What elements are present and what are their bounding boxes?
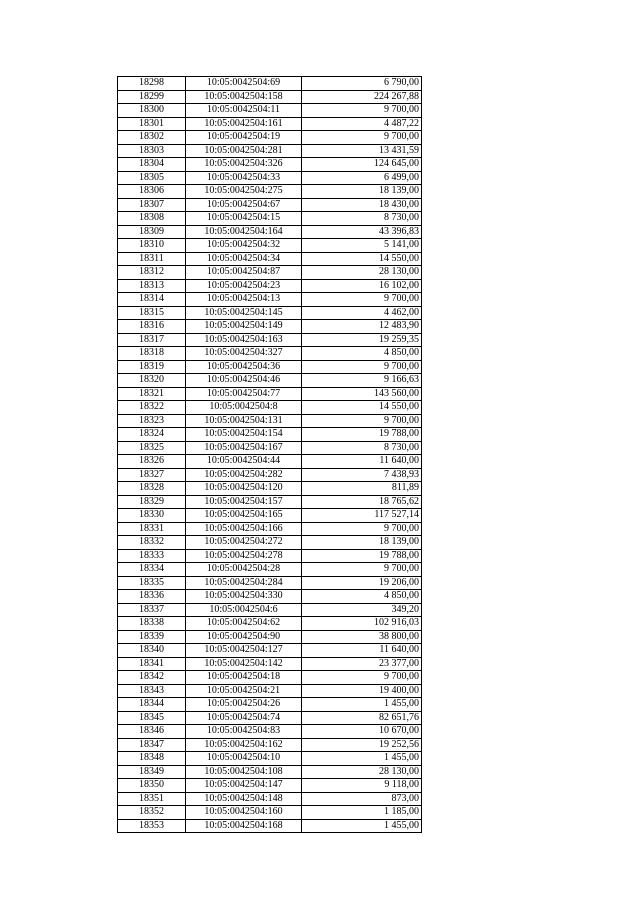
cadastral-number-cell: 10:05:0042504:158	[186, 90, 302, 104]
table-row	[118, 657, 422, 671]
table-row	[118, 779, 422, 793]
cadastral-number-cell: 10:05:0042504:275	[186, 185, 302, 199]
cadastral-number-cell: 10:05:0042504:19	[186, 131, 302, 145]
table-row	[118, 374, 422, 388]
cadastral-number-cell: 10:05:0042504:62	[186, 617, 302, 631]
row-number-cell: 18329	[118, 495, 186, 509]
table-row	[118, 522, 422, 536]
value-cell: 8 730,00	[302, 441, 422, 455]
row-number-cell: 18331	[118, 522, 186, 536]
value-cell: 9 118,00	[302, 779, 422, 793]
value-cell: 9 700,00	[302, 522, 422, 536]
row-number-cell: 18304	[118, 158, 186, 172]
cadastral-number-cell: 10:05:0042504:23	[186, 279, 302, 293]
cadastral-number-cell: 10:05:0042504:162	[186, 738, 302, 752]
value-cell: 9 700,00	[302, 671, 422, 685]
cadastral-number-cell: 10:05:0042504:18	[186, 671, 302, 685]
cadastral-number-cell: 10:05:0042504:32	[186, 239, 302, 253]
row-number-cell: 18342	[118, 671, 186, 685]
cadastral-number-cell: 10:05:0042504:21	[186, 684, 302, 698]
value-cell: 8 730,00	[302, 212, 422, 226]
table-row	[118, 225, 422, 239]
cadastral-number-cell: 10:05:0042504:161	[186, 117, 302, 131]
row-number-cell: 18318	[118, 347, 186, 361]
value-cell: 1 455,00	[302, 698, 422, 712]
table-row	[118, 441, 422, 455]
row-number-cell: 18352	[118, 806, 186, 820]
table-row	[118, 333, 422, 347]
table-row	[118, 792, 422, 806]
cadastral-number-cell: 10:05:0042504:26	[186, 698, 302, 712]
table-row	[118, 90, 422, 104]
value-cell: 28 130,00	[302, 266, 422, 280]
row-number-cell: 18320	[118, 374, 186, 388]
cadastral-number-cell: 10:05:0042504:108	[186, 765, 302, 779]
row-number-cell: 18351	[118, 792, 186, 806]
value-cell: 9 166,63	[302, 374, 422, 388]
row-number-cell: 18311	[118, 252, 186, 266]
table-row	[118, 104, 422, 118]
table-row	[118, 671, 422, 685]
value-cell: 5 141,00	[302, 239, 422, 253]
row-number-cell: 18324	[118, 428, 186, 442]
cadastral-number-cell: 10:05:0042504:145	[186, 306, 302, 320]
value-cell: 28 130,00	[302, 765, 422, 779]
row-number-cell: 18335	[118, 576, 186, 590]
table-row	[118, 806, 422, 820]
cadastral-number-cell: 10:05:0042504:6	[186, 603, 302, 617]
cadastral-number-cell: 10:05:0042504:34	[186, 252, 302, 266]
row-number-cell: 18330	[118, 509, 186, 523]
table-row	[118, 77, 422, 91]
cadastral-number-cell: 10:05:0042504:142	[186, 657, 302, 671]
row-number-cell: 18316	[118, 320, 186, 334]
value-cell: 811,89	[302, 482, 422, 496]
cadastral-number-cell: 10:05:0042504:157	[186, 495, 302, 509]
table-row	[118, 495, 422, 509]
row-number-cell: 18314	[118, 293, 186, 307]
table-row	[118, 617, 422, 631]
value-cell: 18 430,00	[302, 198, 422, 212]
row-number-cell: 18346	[118, 725, 186, 739]
cadastral-number-cell: 10:05:0042504:77	[186, 387, 302, 401]
table-row	[118, 171, 422, 185]
cadastral-number-cell: 10:05:0042504:44	[186, 455, 302, 469]
value-cell: 6 790,00	[302, 77, 422, 91]
row-number-cell: 18317	[118, 333, 186, 347]
table-row	[118, 279, 422, 293]
value-cell: 873,00	[302, 792, 422, 806]
table-row	[118, 765, 422, 779]
cadastral-number-cell: 10:05:0042504:87	[186, 266, 302, 280]
cadastral-number-cell: 10:05:0042504:168	[186, 819, 302, 833]
value-cell: 19 400,00	[302, 684, 422, 698]
row-number-cell: 18338	[118, 617, 186, 631]
value-cell: 12 483,90	[302, 320, 422, 334]
value-cell: 4 850,00	[302, 347, 422, 361]
row-number-cell: 18309	[118, 225, 186, 239]
row-number-cell: 18312	[118, 266, 186, 280]
row-number-cell: 18336	[118, 590, 186, 604]
table-row	[118, 509, 422, 523]
row-number-cell: 18337	[118, 603, 186, 617]
table-row	[118, 212, 422, 226]
cadastral-number-cell: 10:05:0042504:326	[186, 158, 302, 172]
value-cell: 6 499,00	[302, 171, 422, 185]
row-number-cell: 18326	[118, 455, 186, 469]
row-number-cell: 18334	[118, 563, 186, 577]
table-row	[118, 725, 422, 739]
cadastral-number-cell: 10:05:0042504:36	[186, 360, 302, 374]
row-number-cell: 18350	[118, 779, 186, 793]
cadastral-number-cell: 10:05:0042504:90	[186, 630, 302, 644]
cadastral-number-cell: 10:05:0042504:330	[186, 590, 302, 604]
value-cell: 4 487,22	[302, 117, 422, 131]
table-row	[118, 468, 422, 482]
row-number-cell: 18332	[118, 536, 186, 550]
value-cell: 19 252,56	[302, 738, 422, 752]
value-cell: 23 377,00	[302, 657, 422, 671]
row-number-cell: 18325	[118, 441, 186, 455]
table-row	[118, 198, 422, 212]
table-row	[118, 576, 422, 590]
table-row	[118, 158, 422, 172]
table-row	[118, 414, 422, 428]
table-row	[118, 536, 422, 550]
cadastral-number-cell: 10:05:0042504:164	[186, 225, 302, 239]
table-row	[118, 185, 422, 199]
value-cell: 14 550,00	[302, 252, 422, 266]
value-cell: 19 206,00	[302, 576, 422, 590]
table-body	[118, 77, 422, 833]
value-cell: 14 550,00	[302, 401, 422, 415]
row-number-cell: 18308	[118, 212, 186, 226]
cadastral-number-cell: 10:05:0042504:83	[186, 725, 302, 739]
cadastral-number-cell: 10:05:0042504:154	[186, 428, 302, 442]
row-number-cell: 18322	[118, 401, 186, 415]
cadastral-number-cell: 10:05:0042504:278	[186, 549, 302, 563]
value-cell: 13 431,59	[302, 144, 422, 158]
table-row	[118, 239, 422, 253]
row-number-cell: 18299	[118, 90, 186, 104]
cadastral-number-cell: 10:05:0042504:127	[186, 644, 302, 658]
value-cell: 7 438,93	[302, 468, 422, 482]
value-cell: 11 640,00	[302, 455, 422, 469]
value-cell: 1 185,00	[302, 806, 422, 820]
row-number-cell: 18307	[118, 198, 186, 212]
table-row	[118, 252, 422, 266]
value-cell: 1 455,00	[302, 752, 422, 766]
value-cell: 9 700,00	[302, 563, 422, 577]
cadastral-number-cell: 10:05:0042504:163	[186, 333, 302, 347]
value-cell: 16 102,00	[302, 279, 422, 293]
cadastral-number-cell: 10:05:0042504:120	[186, 482, 302, 496]
value-cell: 1 455,00	[302, 819, 422, 833]
cadastral-number-cell: 10:05:0042504:46	[186, 374, 302, 388]
value-cell: 19 788,00	[302, 428, 422, 442]
cadastral-number-cell: 10:05:0042504:69	[186, 77, 302, 91]
cadastral-value-table	[117, 76, 422, 833]
row-number-cell: 18343	[118, 684, 186, 698]
cadastral-number-cell: 10:05:0042504:147	[186, 779, 302, 793]
value-cell: 19 259,35	[302, 333, 422, 347]
value-cell: 4 462,00	[302, 306, 422, 320]
row-number-cell: 18344	[118, 698, 186, 712]
row-number-cell: 18298	[118, 77, 186, 91]
value-cell: 18 139,00	[302, 536, 422, 550]
table-row	[118, 590, 422, 604]
value-cell: 102 916,03	[302, 617, 422, 631]
row-number-cell: 18302	[118, 131, 186, 145]
table-row	[118, 563, 422, 577]
cadastral-number-cell: 10:05:0042504:28	[186, 563, 302, 577]
table-row	[118, 752, 422, 766]
row-number-cell: 18339	[118, 630, 186, 644]
table-row	[118, 387, 422, 401]
value-cell: 143 560,00	[302, 387, 422, 401]
row-number-cell: 18313	[118, 279, 186, 293]
table-row	[118, 684, 422, 698]
row-number-cell: 18353	[118, 819, 186, 833]
value-cell: 18 139,00	[302, 185, 422, 199]
table-row	[118, 144, 422, 158]
cadastral-number-cell: 10:05:0042504:327	[186, 347, 302, 361]
cadastral-number-cell: 10:05:0042504:8	[186, 401, 302, 415]
cadastral-number-cell: 10:05:0042504:160	[186, 806, 302, 820]
value-cell: 11 640,00	[302, 644, 422, 658]
value-cell: 9 700,00	[302, 360, 422, 374]
cadastral-number-cell: 10:05:0042504:74	[186, 711, 302, 725]
cadastral-number-cell: 10:05:0042504:166	[186, 522, 302, 536]
table-row	[118, 455, 422, 469]
cadastral-number-cell: 10:05:0042504:167	[186, 441, 302, 455]
row-number-cell: 18306	[118, 185, 186, 199]
value-cell: 9 700,00	[302, 104, 422, 118]
value-cell: 18 765,62	[302, 495, 422, 509]
value-cell: 349,20	[302, 603, 422, 617]
table-row	[118, 644, 422, 658]
cadastral-number-cell: 10:05:0042504:131	[186, 414, 302, 428]
row-number-cell: 18347	[118, 738, 186, 752]
value-cell: 224 267,88	[302, 90, 422, 104]
table-row	[118, 401, 422, 415]
row-number-cell: 18328	[118, 482, 186, 496]
table-row	[118, 306, 422, 320]
value-cell: 124 645,00	[302, 158, 422, 172]
cadastral-number-cell: 10:05:0042504:281	[186, 144, 302, 158]
value-cell: 43 396,83	[302, 225, 422, 239]
cadastral-number-cell: 10:05:0042504:67	[186, 198, 302, 212]
value-cell: 117 527,14	[302, 509, 422, 523]
cadastral-number-cell: 10:05:0042504:33	[186, 171, 302, 185]
cadastral-number-cell: 10:05:0042504:149	[186, 320, 302, 334]
value-cell: 4 850,00	[302, 590, 422, 604]
row-number-cell: 18341	[118, 657, 186, 671]
cadastral-number-cell: 10:05:0042504:282	[186, 468, 302, 482]
cadastral-number-cell: 10:05:0042504:13	[186, 293, 302, 307]
row-number-cell: 18323	[118, 414, 186, 428]
cadastral-number-cell: 10:05:0042504:165	[186, 509, 302, 523]
table-row	[118, 347, 422, 361]
row-number-cell: 18333	[118, 549, 186, 563]
cadastral-number-cell: 10:05:0042504:11	[186, 104, 302, 118]
row-number-cell: 18348	[118, 752, 186, 766]
table-row	[118, 603, 422, 617]
row-number-cell: 18305	[118, 171, 186, 185]
table-row	[118, 131, 422, 145]
table-row	[118, 320, 422, 334]
table-row	[118, 266, 422, 280]
value-cell: 9 700,00	[302, 293, 422, 307]
cadastral-number-cell: 10:05:0042504:15	[186, 212, 302, 226]
table-row	[118, 738, 422, 752]
value-cell: 9 700,00	[302, 131, 422, 145]
table-row	[118, 360, 422, 374]
table-row	[118, 698, 422, 712]
row-number-cell: 18300	[118, 104, 186, 118]
cadastral-number-cell: 10:05:0042504:284	[186, 576, 302, 590]
value-cell: 9 700,00	[302, 414, 422, 428]
table-row	[118, 428, 422, 442]
row-number-cell: 18315	[118, 306, 186, 320]
value-cell: 38 800,00	[302, 630, 422, 644]
table-row	[118, 117, 422, 131]
row-number-cell: 18321	[118, 387, 186, 401]
row-number-cell: 18310	[118, 239, 186, 253]
value-cell: 10 670,00	[302, 725, 422, 739]
table-row	[118, 711, 422, 725]
table-row	[118, 630, 422, 644]
row-number-cell: 18345	[118, 711, 186, 725]
table-row	[118, 549, 422, 563]
cadastral-number-cell: 10:05:0042504:272	[186, 536, 302, 550]
row-number-cell: 18319	[118, 360, 186, 374]
value-cell: 82 651,76	[302, 711, 422, 725]
row-number-cell: 18340	[118, 644, 186, 658]
row-number-cell: 18327	[118, 468, 186, 482]
cadastral-number-cell: 10:05:0042504:10	[186, 752, 302, 766]
row-number-cell: 18349	[118, 765, 186, 779]
row-number-cell: 18301	[118, 117, 186, 131]
table-row	[118, 819, 422, 833]
cadastral-number-cell: 10:05:0042504:148	[186, 792, 302, 806]
value-cell: 19 788,00	[302, 549, 422, 563]
table-row	[118, 293, 422, 307]
table-row	[118, 482, 422, 496]
row-number-cell: 18303	[118, 144, 186, 158]
